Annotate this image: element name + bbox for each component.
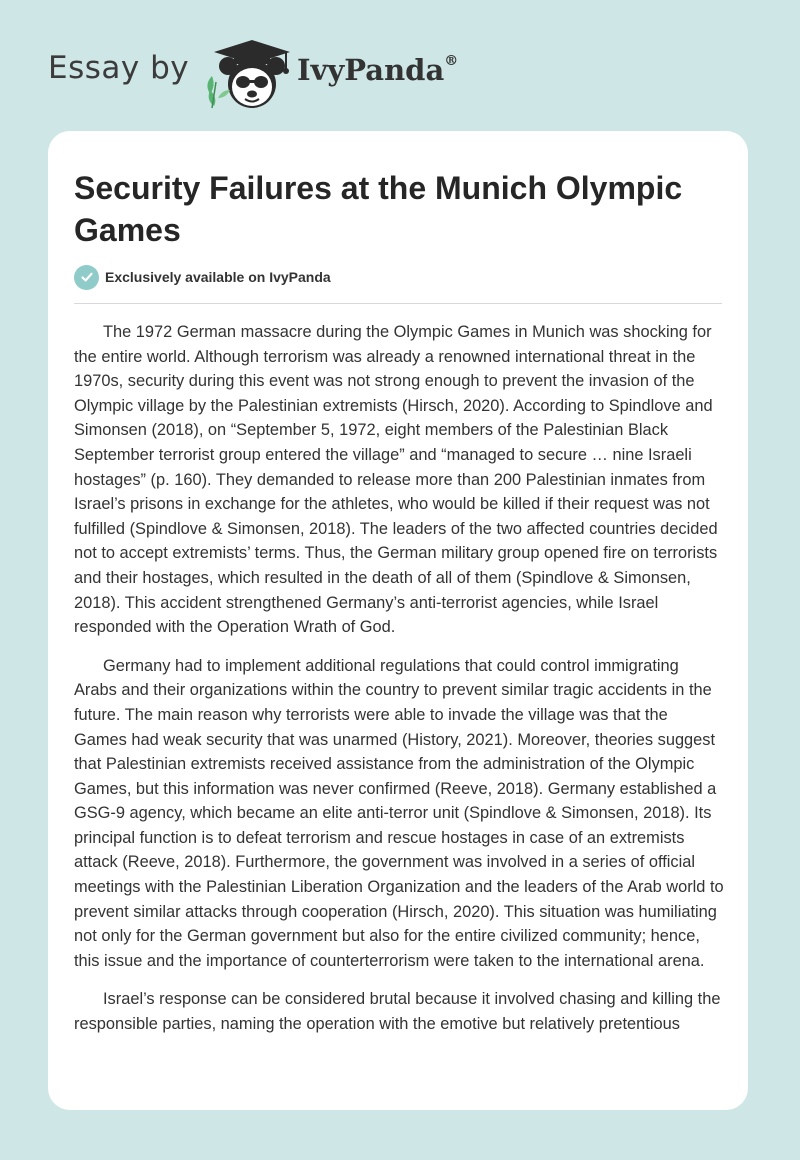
paragraph: The 1972 German massacre during the Olympic Games in Munich was shocking for the entire world. Although terrorism was already a renowned international threat in the 1970s, security during this event was not strong enough to prevent the invasion of the Olympic village by the Palestinian extremists (Hirsch, 2020). According to Spindlove and Simonsen (2018), on “September 5, 1972, eight members of the Palestinian Black September terrorist group entered the village” and “managed to secure … nine Israeli hostages” (p. 160). They demanded to release more than 200 Palestinian inmates from Israel’s prisons in exchange for the athletes, who would be killed if their request was not fulfilled (Spindlove & Simonsen, 2018). The leaders of the two affected countries decided not to accept extremists’ terms. Thus, the German military group opened fire on terrorists and their hostages, which resulted in the death of all of them (Spindlove & Simonsen, 2018). This accident strengthened Germany’s anti-terrorist agencies, while Israel responded with the Operation Wrath of God. bbox=[74, 323, 718, 637]
essay-by-label: Essay by bbox=[48, 50, 190, 86]
exclusive-badge-text: Exclusively available on IvyPanda bbox=[105, 269, 331, 285]
panda-logo-icon bbox=[200, 36, 292, 110]
paragraph: Germany had to implement additional regulations that could control immigrating Arabs and their organizations within the country to prevent similar tragic accidents in the future. The main reason why terrorists were able to invade the village was that the Games had weak security that was unarmed (History, 2021). Moreover, theories suggest that Palestinian extremists received assistance from the administration of the Olympic Games, but this information was never confirmed (Reeve, 2018). Germany established a GSG-9 agency, which became an elite anti-terror unit (Spindlove & Simonsen, 2018). Its principal function is to defeat terrorism and rescue hostages in case of an extremists attack (Reeve, 2018). Furthermore, the government was involved in a series of official meetings with the Palestinian Liberation Organization and the leaders of the Arab world to prevent similar attacks through cooperation (Hirsch, 2020). This situation was humiliating not only for the German government but also for the entire civilized community; hence, this issue and the importance of counterterrorism were taken to the international arena. bbox=[74, 656, 724, 970]
essay-card bbox=[48, 131, 748, 1110]
divider bbox=[74, 303, 722, 304]
site-header bbox=[0, 0, 800, 120]
paragraph: Israel’s response can be considered brutal because it involved chasing and killing the responsible parties, naming the operation with the emotive but relatively pretentious bbox=[74, 990, 721, 1034]
checkmark-icon bbox=[74, 265, 99, 290]
registered-mark: ® bbox=[444, 53, 459, 70]
essay-title: Security Failures at the Munich Olympic Games bbox=[74, 170, 683, 248]
brand-text: IvyPanda bbox=[297, 53, 445, 87]
exclusive-badge bbox=[74, 264, 331, 290]
essay-body bbox=[74, 320, 724, 1051]
brand-name[interactable] bbox=[297, 53, 458, 87]
